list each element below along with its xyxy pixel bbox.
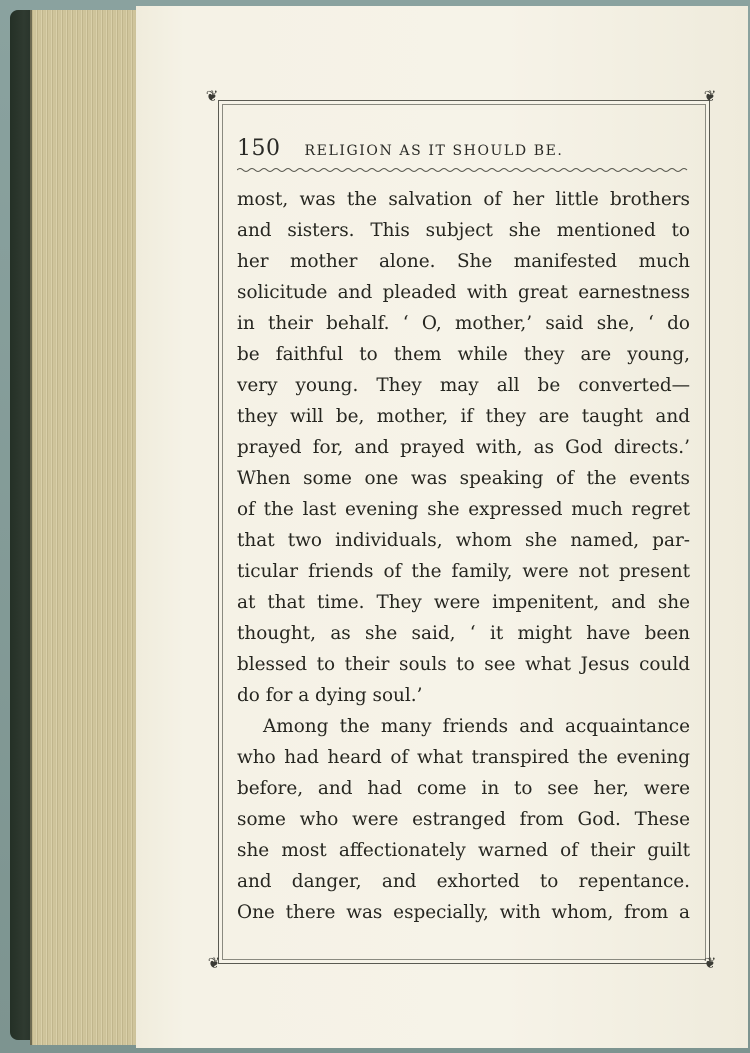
- text-line: ticular friends of the family, were not present: [237, 561, 690, 582]
- text-line: some who were estranged from God. These: [237, 809, 690, 830]
- text-line: of the last evening she expressed much regret: [237, 499, 690, 520]
- body-text: [237, 184, 690, 928]
- text-line: be faithful to them while they are young,: [237, 344, 690, 365]
- text-line: solicitude and pleaded with great earnestness: [237, 282, 690, 303]
- text-line: do for a dying soul.’: [237, 685, 423, 706]
- page-header: [237, 136, 689, 168]
- page-number: 150: [237, 136, 281, 161]
- corner-ornament-icon: ❦: [207, 954, 221, 972]
- text-line: she most affectionately warned of their guilt: [237, 840, 690, 861]
- corner-ornament-icon: ❦: [205, 87, 219, 105]
- text-line: in their behalf. ‘ O, mother,’ said she, ‘ do: [237, 313, 690, 334]
- corner-ornament-icon: ❦: [703, 87, 717, 105]
- text-line: that two individuals, whom she named, par-: [237, 530, 690, 551]
- text-line: and danger, and exhorted to repentance.: [237, 871, 690, 892]
- text-line: at that time. They were impenitent, and she: [237, 592, 690, 613]
- text-line: very young. They may all be converted—: [237, 375, 690, 396]
- text-line: they will be, mother, if they are taught and: [237, 406, 690, 427]
- text-line: When some one was speaking of the events: [237, 468, 690, 489]
- page-edges: [30, 10, 141, 1045]
- wavy-header-rule: [237, 166, 689, 174]
- text-line: her mother alone. She manifested much: [237, 251, 690, 272]
- text-line: and sisters. This subject she mentioned to: [237, 220, 690, 241]
- text-line: before, and had come in to see her, were: [237, 778, 690, 799]
- text-line: thought, as she said, ‘ it might have been: [237, 623, 690, 644]
- corner-ornament-icon: ❦: [703, 954, 717, 972]
- text-line: who had heard of what transpired the evening: [237, 747, 690, 768]
- text-line: Among the many friends and acquaintance: [263, 716, 690, 737]
- text-line: blessed to their souls to see what Jesus could: [237, 654, 690, 675]
- text-line: prayed for, and prayed with, as God directs.’: [237, 437, 690, 458]
- text-line: most, was the salvation of her little brothers: [237, 189, 690, 210]
- running-head: RELIGION AS IT SHOULD BE.: [304, 143, 564, 159]
- text-line: One there was especially, with whom, from a: [237, 902, 690, 923]
